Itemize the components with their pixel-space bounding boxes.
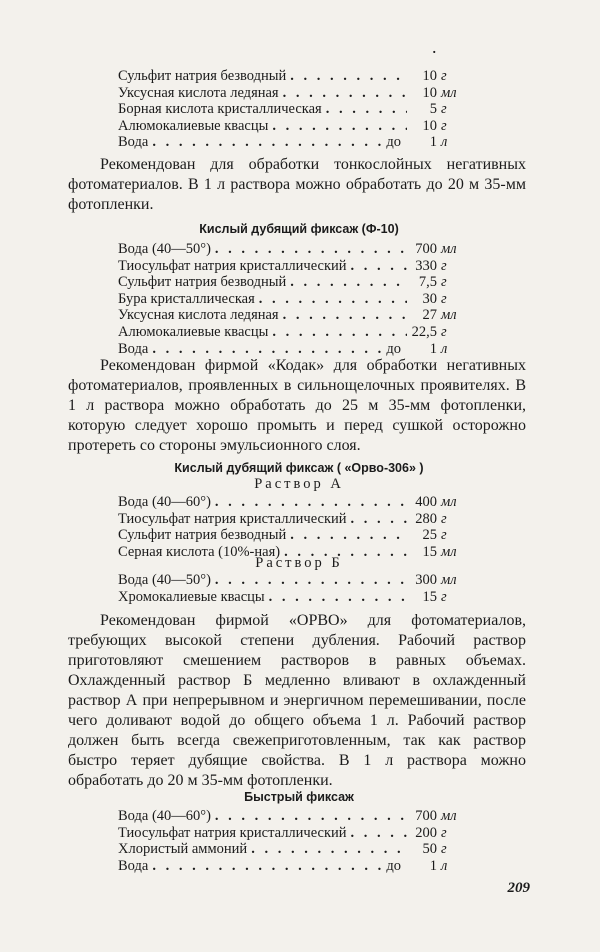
amount-unit: г <box>441 290 447 307</box>
amount-unit: мл <box>441 808 457 824</box>
dot-leader <box>211 572 407 589</box>
amount-unit: г <box>441 101 447 118</box>
heading-quick-fixer: Быстрый фиксаж <box>244 790 354 804</box>
ingredient-name: Борная кислота кристаллическая <box>118 101 322 118</box>
dot-leader <box>148 341 386 358</box>
recipe-row <box>118 101 463 118</box>
ingredient-amount <box>407 341 463 358</box>
recipe-row <box>118 341 463 358</box>
ingredient-name: Тиосульфат натрия кристаллический <box>118 510 347 527</box>
ingredient-name: Вода (40—60°) <box>118 494 211 510</box>
amount-unit: мл <box>441 307 457 324</box>
paragraph-1: Рекомендован для обработки тонкослойных негативных фотоматериалов. В 1 л раствора можно обработать до 20 м 35-мм фотопленки. <box>68 156 526 213</box>
recipe-row <box>118 258 463 275</box>
top-dot-mark: . <box>432 37 437 57</box>
ingredient-name: Алюмокалиевые квасцы <box>118 323 269 340</box>
ingredient-amount <box>407 307 463 324</box>
ingredient-amount <box>407 118 463 135</box>
ingredient-name: Вода <box>118 340 149 357</box>
amount-unit: г <box>441 824 447 841</box>
recipe-row <box>118 825 463 842</box>
ingredient-amount <box>407 134 463 151</box>
recipe-row <box>118 291 463 308</box>
ingredient-amount <box>407 241 463 258</box>
amount-value: 400 <box>415 494 437 510</box>
ingredient-amount <box>407 274 463 291</box>
amount-unit: г <box>441 274 447 291</box>
amount-value: 25 <box>422 527 437 544</box>
ingredient-name: Вода <box>118 857 149 874</box>
recipe-2-table <box>118 241 463 357</box>
ingredient-upto: до <box>386 340 401 357</box>
dot-leader <box>322 101 407 118</box>
ingredient-name: Сульфит натрия безводный <box>118 274 287 291</box>
recipe-row <box>118 274 463 291</box>
amount-value: 1 <box>429 857 437 874</box>
solution-a-label: Раствор А <box>254 476 344 492</box>
ingredient-amount <box>407 527 463 544</box>
ingredient-upto: до <box>386 857 401 874</box>
recipe-1-table <box>118 68 463 151</box>
ingredient-name: Хлористый аммоний <box>118 841 248 858</box>
ingredient-name: Вода <box>118 134 149 151</box>
amount-unit: г <box>441 68 447 84</box>
ingredient-upto: до <box>386 134 401 151</box>
ingredient-amount <box>407 511 463 528</box>
ingredient-amount <box>407 494 463 511</box>
amount-unit: мл <box>441 494 457 510</box>
ingredient-amount <box>407 841 463 858</box>
dot-leader <box>247 841 407 858</box>
amount-value: 15 <box>422 588 437 605</box>
amount-unit: г <box>441 257 447 274</box>
ingredient-name: Тиосульфат натрия кристаллический <box>118 257 347 274</box>
ingredient-amount <box>407 858 463 875</box>
amount-value: 700 <box>415 808 437 824</box>
paragraph-3: Рекомендован фирмой «ОРВО» для фотоматериалов, требующих высокой степени дубления. Рабочий раствор приготовляют смешением растворов в равных объемах. Охлажденный раствор Б медленно вливают в охлажденный раствор А при непрерывном и энергичном перемешивании, после чего доливают водой до общего объема 1 л. Рабочий раствор должен быть всегда свежеприготовленным, так как раствор быстро теряет дубящие свойства. В 1 л раствора можно обработать до 20 м 35-мм фотопленки. <box>68 612 526 789</box>
amount-unit: мл <box>441 241 457 257</box>
dot-leader <box>148 858 386 875</box>
amount-value: 15 <box>422 543 437 560</box>
amount-unit: мл <box>441 543 457 560</box>
recipe-row <box>118 572 463 589</box>
page-number: 209 <box>507 880 530 896</box>
amount-value: 10 <box>422 117 437 134</box>
dot-leader <box>286 527 407 544</box>
amount-unit: г <box>441 510 447 527</box>
ingredient-amount <box>407 808 463 825</box>
paragraph-2: Рекомендован фирмой «Кодак» для обработки негативных фотоматериалов, проявленных в сильнощелочных проявителях. В 1 л раствора можно обработать до 25 м 35-мм фотопленки, которую следует хорошо промыть и перед сушкой осторожно протереть со стороны эмульсионного слоя. <box>68 357 526 454</box>
ingredient-name: Уксусная кислота ледяная <box>118 307 279 324</box>
amount-value: 30 <box>422 290 437 307</box>
dot-leader <box>347 825 407 842</box>
dot-leader <box>255 291 407 308</box>
recipe-row <box>118 527 463 544</box>
ingredient-name: Хромокалиевые квасцы <box>118 588 265 605</box>
heading-fixer-f10: Кислый дубящий фиксаж (Ф-10) <box>199 222 399 236</box>
dot-leader <box>347 511 407 528</box>
amount-value: 10 <box>422 68 437 84</box>
recipe-row <box>118 494 463 511</box>
amount-value: 27 <box>422 307 437 324</box>
dot-leader <box>286 68 407 85</box>
dot-leader <box>286 274 407 291</box>
ingredient-name: Сульфит натрия безводный <box>118 68 287 84</box>
amount-unit: г <box>441 841 447 858</box>
recipe-row <box>118 858 463 875</box>
ingredient-name: Бура кристаллическая <box>118 290 255 307</box>
dot-leader <box>347 258 407 275</box>
amount-value: 5 <box>429 101 437 118</box>
ingredient-amount <box>407 324 463 341</box>
dot-leader <box>265 589 407 606</box>
ingredient-name: Уксусная кислота ледяная <box>118 84 279 101</box>
heading-fixer-orwo-306: Кислый дубящий фиксаж ( «Орво-306» ) <box>174 461 424 475</box>
recipe-3b-table <box>118 572 463 605</box>
ingredient-amount <box>407 589 463 606</box>
ingredient-name: Тиосульфат натрия кристаллический <box>118 824 347 841</box>
amount-value: 1 <box>429 340 437 357</box>
ingredient-name: Вода (40—50°) <box>118 241 211 257</box>
amount-unit: г <box>441 588 447 605</box>
dot-leader <box>211 494 407 511</box>
dot-leader <box>279 307 407 324</box>
recipe-3a-table <box>118 494 463 560</box>
amount-value: 22,5 <box>411 323 437 340</box>
recipe-row <box>118 85 463 102</box>
ingredient-amount <box>407 68 463 85</box>
ingredient-name: Вода (40—60°) <box>118 808 211 824</box>
amount-value: 10 <box>422 84 437 101</box>
recipe-row <box>118 307 463 324</box>
amount-value: 7,5 <box>418 274 437 291</box>
ingredient-name: Серная кислота (10%-ная) <box>118 543 281 560</box>
amount-unit: л <box>441 340 448 357</box>
dot-leader <box>211 808 407 825</box>
dot-leader <box>268 324 407 341</box>
amount-unit: л <box>441 857 448 874</box>
recipe-row <box>118 841 463 858</box>
recipe-row <box>118 134 463 151</box>
ingredient-amount <box>407 825 463 842</box>
recipe-row <box>118 241 463 258</box>
amount-value: 280 <box>415 510 437 527</box>
recipe-row <box>118 324 463 341</box>
amount-value: 330 <box>415 257 437 274</box>
amount-unit: г <box>441 323 447 340</box>
dot-leader <box>279 85 407 102</box>
recipe-4-table <box>118 808 463 874</box>
amount-unit: мл <box>441 572 457 588</box>
dot-leader <box>268 118 407 135</box>
recipe-row <box>118 118 463 135</box>
amount-unit: л <box>441 134 448 151</box>
ingredient-amount <box>407 572 463 589</box>
amount-value: 300 <box>415 572 437 588</box>
recipe-row <box>118 589 463 606</box>
ingredient-amount <box>407 291 463 308</box>
amount-unit: г <box>441 527 447 544</box>
amount-value: 1 <box>429 134 437 151</box>
ingredient-amount <box>407 85 463 102</box>
amount-unit: г <box>441 117 447 134</box>
solution-b-label: Раствор Б <box>255 555 343 571</box>
amount-value: 50 <box>422 841 437 858</box>
dot-leader <box>211 241 407 258</box>
amount-value: 200 <box>415 824 437 841</box>
recipe-row <box>118 68 463 85</box>
amount-unit: мл <box>441 84 457 101</box>
dot-leader <box>148 134 386 151</box>
ingredient-name: Алюмокалиевые квасцы <box>118 117 269 134</box>
ingredient-name: Вода (40—50°) <box>118 572 211 588</box>
recipe-row <box>118 511 463 528</box>
ingredient-amount <box>407 101 463 118</box>
recipe-row <box>118 808 463 825</box>
amount-value: 700 <box>415 241 437 257</box>
ingredient-name: Сульфит натрия безводный <box>118 527 287 544</box>
ingredient-amount <box>407 258 463 275</box>
